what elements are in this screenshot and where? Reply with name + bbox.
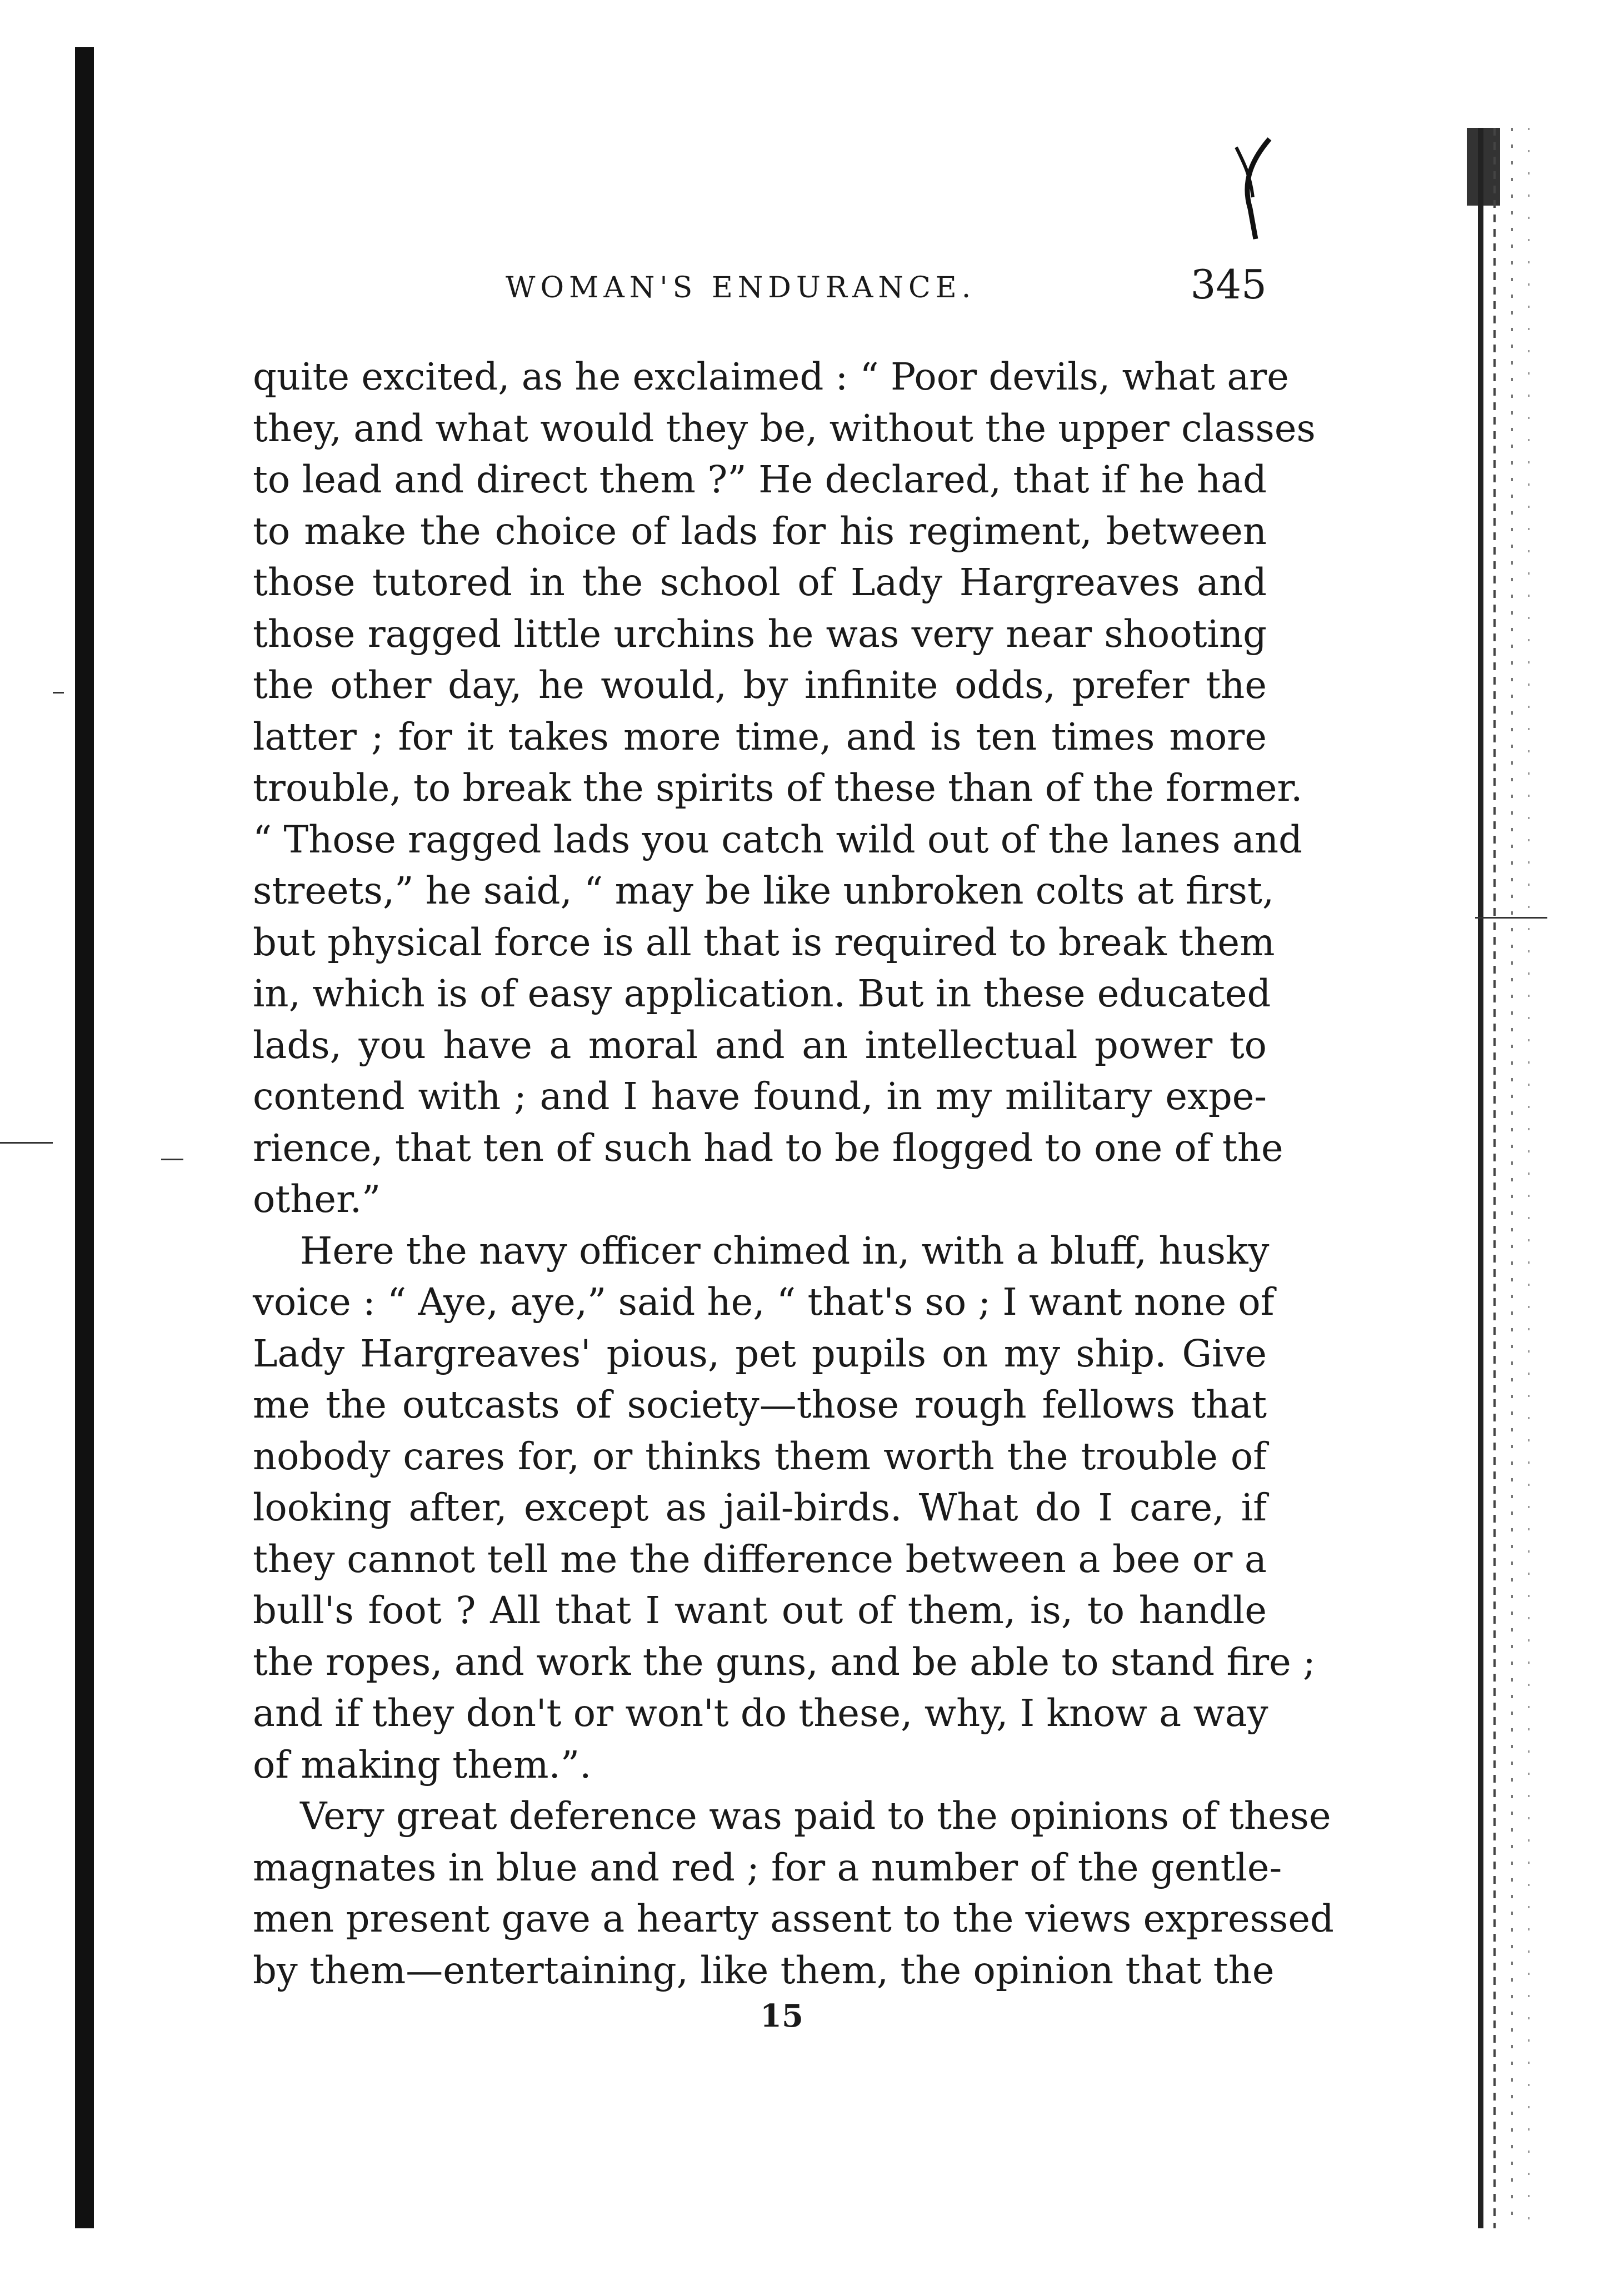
- page-edge-artifact: [1461, 128, 1550, 2228]
- text-line: trouble, to break the spirits of these than of the former.: [253, 766, 1303, 810]
- text-line: lads, you have a moral and an intellectual power to: [253, 1023, 1267, 1067]
- running-title: WOMAN'S ENDURANCE.: [506, 271, 976, 305]
- text-line: voice : “ Aye, aye,” said he, “ that's so ; I want none of: [253, 1280, 1275, 1324]
- margin-mark: [1475, 917, 1547, 919]
- text-line: the other day, he would, by infinite odds, prefer the: [253, 663, 1267, 707]
- text-line: to lead and direct them ?” He declared, that if he had: [253, 458, 1267, 501]
- text-line: those ragged little urchins he was very near shooting: [253, 612, 1267, 656]
- text-line: magnates in blue and red ; for a number of the gentle-: [253, 1845, 1282, 1889]
- text-line: “ Those ragged lads you catch wild out of the lanes and: [253, 817, 1302, 861]
- text-line: those tutored in the school of Lady Hargreaves and: [253, 561, 1267, 604]
- pencil-mark-icon: [1231, 136, 1281, 242]
- text-line: they, and what would they be, without the upper classes: [253, 406, 1316, 450]
- text-line: in, which is of easy application. But in these educated: [253, 972, 1271, 1015]
- text-line: quite excited, as he exclaimed : “ Poor devils, what are: [253, 355, 1289, 398]
- text-line: Here the navy officer chimed in, with a bluff, husky: [300, 1229, 1270, 1273]
- text-line: they cannot tell me the difference between a bee or a: [253, 1537, 1267, 1581]
- text-line: Very great deference was paid to the opinions of these: [300, 1794, 1331, 1838]
- text-line: nobody cares for, or thinks them worth the trouble of: [253, 1434, 1267, 1478]
- text-line: me the outcasts of society—those rough fellows that: [253, 1383, 1267, 1426]
- text-line: by them—entertaining, like them, the opinion that the: [253, 1948, 1275, 1992]
- text-line: to make the choice of lads for his regiment, between: [253, 509, 1267, 553]
- margin-mark: [53, 692, 64, 694]
- text-line: bull's foot ? All that I want out of them, is, to handle: [253, 1589, 1267, 1632]
- binding-shadow: [75, 47, 94, 2228]
- text-line: but physical force is all that is required to break them: [253, 920, 1275, 964]
- text-line: of making them.”.: [253, 1743, 592, 1787]
- text-line: latter ; for it takes more time, and is ten times more: [253, 715, 1267, 759]
- text-line: rience, that ten of such had to be flogged to one of the: [253, 1126, 1283, 1170]
- signature-mark: 15: [760, 1998, 803, 2034]
- text-line: men present gave a hearty assent to the views expressed: [253, 1897, 1334, 1940]
- text-line: Lady Hargreaves' pious, pet pupils on my ship. Give: [253, 1331, 1267, 1375]
- page-header: [244, 261, 1267, 322]
- margin-mark: [161, 1159, 183, 1160]
- page-number: 345: [1190, 261, 1267, 308]
- text-line: the ropes, and work the guns, and be able to stand fire ;: [253, 1640, 1316, 1684]
- text-line: streets,” he said, “ may be like unbroken colts at first,: [253, 869, 1275, 912]
- text-line: and if they don't or won't do these, why, I know a way: [253, 1692, 1268, 1735]
- text-line: other.”: [253, 1178, 381, 1221]
- text-line: contend with ; and I have found, in my military expe-: [253, 1075, 1267, 1118]
- margin-mark: [0, 1142, 53, 1144]
- body-text: [253, 351, 1334, 1996]
- text-line: looking after, except as jail-birds. What do I care, if: [253, 1486, 1267, 1529]
